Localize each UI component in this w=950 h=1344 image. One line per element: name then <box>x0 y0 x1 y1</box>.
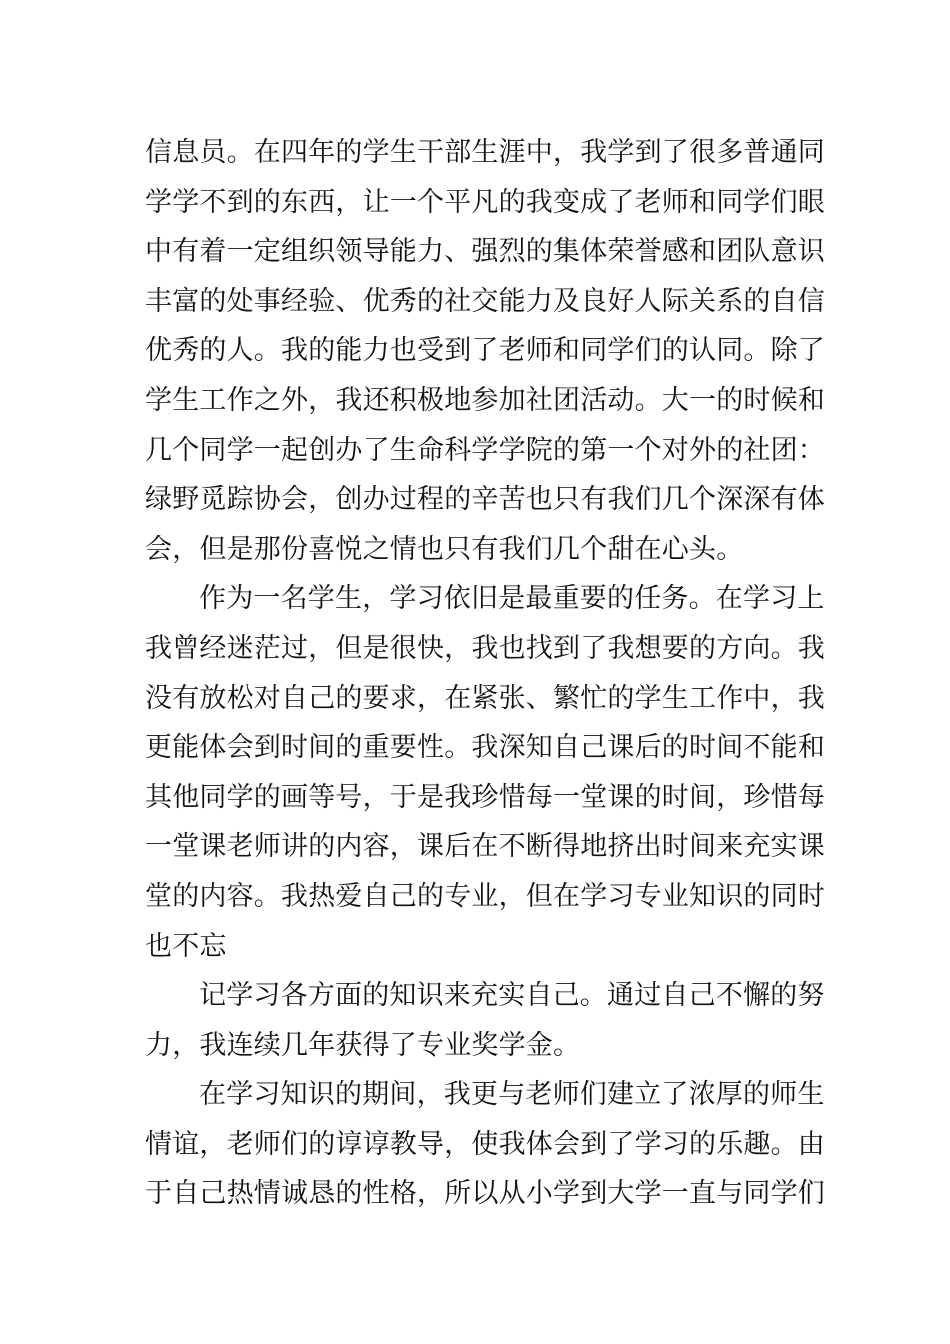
text-line: 绿野觅踪协会，创办过程的辛苦也只有我们几个深深有体 <box>145 484 825 516</box>
text-line: 中有着一定组织领导能力、强烈的集体荣誉感和团队意识 <box>145 236 825 268</box>
paragraph-start-line: 在学习知识的期间，我更与老师们建立了浓厚的师生 <box>199 1079 825 1111</box>
body-text <box>145 128 825 1219</box>
text-line: 没有放松对自己的要求，在紧张、繁忙的学生工作中，我 <box>145 682 825 714</box>
paragraph-start-line: 作为一名学生，学习依旧是最重要的任务。在学习上 <box>199 583 825 615</box>
text-line: 其他同学的画等号，于是我珍惜每一堂课的时间，珍惜每 <box>145 781 825 813</box>
text-line: 于自己热情诚恳的性格，所以从小学到大学一直与同学们 <box>145 1178 825 1210</box>
text-line: 几个同学一起创办了生命科学学院的第一个对外的社团： <box>145 434 825 466</box>
text-line: 学生工作之外，我还积极地参加社团活动。大一的时候和 <box>145 384 825 416</box>
text-line: 丰富的处事经验、优秀的社交能力及良好人际关系的自信 <box>145 285 825 317</box>
text-line: 学学不到的东西，让一个平凡的我变成了老师和同学们眼 <box>145 186 825 218</box>
text-line: 会，但是那份喜悦之情也只有我们几个甜在心头。 <box>145 533 744 565</box>
text-line: 情谊，老师们的谆谆教导，使我体会到了学习的乐趣。由 <box>145 1128 825 1160</box>
text-line: 力，我连续几年获得了专业奖学金。 <box>145 1029 581 1061</box>
text-line: 我曾经迷茫过，但是很快，我也找到了我想要的方向。我 <box>145 632 825 664</box>
text-line: 一堂课老师讲的内容，课后在不断得地挤出时间来充实课 <box>145 831 825 863</box>
text-line: 优秀的人。我的能力也受到了老师和同学们的认同。除了 <box>145 335 825 367</box>
text-line: 更能体会到时间的重要性。我深知自己课后的时间不能和 <box>145 732 825 764</box>
paragraph-start-line: 记学习各方面的知识来充实自己。通过自己不懈的努 <box>199 980 825 1012</box>
text-line: 也不忘 <box>145 930 227 962</box>
text-line: 信息员。在四年的学生干部生涯中，我学到了很多普通同 <box>145 137 825 168</box>
text-line: 堂的内容。我热爱自己的专业，但在学习专业知识的同时 <box>145 880 825 912</box>
